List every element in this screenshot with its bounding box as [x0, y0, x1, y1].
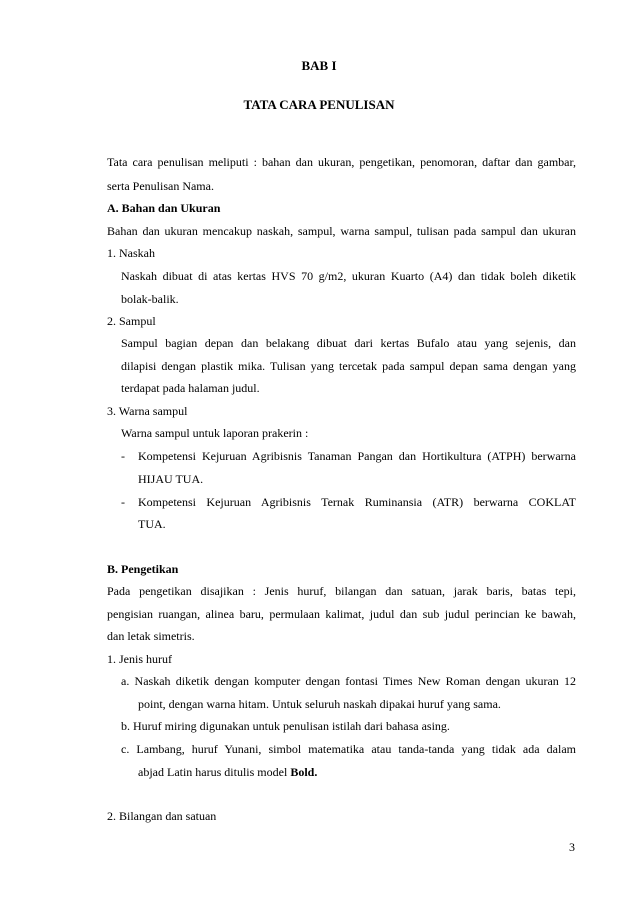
sampul-line-1: Sampul bagian depan dan belakang dibuat dari kertas Bufalo atau yang sejenis, dan: [121, 336, 576, 350]
warna-intro: Warna sampul untuk laporan prakerin :: [121, 426, 309, 440]
jenis-huruf-label: 1. Jenis huruf: [107, 652, 172, 666]
naskah-line-1: Naskah dibuat di atas kertas HVS 70 g/m2, ukuran Kuarto (A4) dan tidak boleh diketik: [121, 269, 576, 283]
intro-line-1: Tata cara penulisan meliputi : bahan dan ukuran, pengetikan, penomoran, daftar dan gambar,: [107, 155, 576, 169]
section-a-intro: Bahan dan ukuran mencakup naskah, sampul, warna sampul, tulisan pada sampul dan ukuran: [107, 224, 576, 238]
section-b-line-1: Pada pengetikan disajikan : Jenis huruf, bilangan dan satuan, jarak baris, batas tepi,: [107, 584, 576, 598]
warna-item-1-line-2: HIJAU TUA.: [138, 472, 204, 486]
jenis-c-bold-text: Bold.: [290, 765, 318, 779]
bullet-1: -: [121, 449, 125, 463]
bullet-2: -: [121, 495, 125, 509]
page-number: 3: [569, 840, 575, 854]
naskah-label: 1. Naskah: [107, 246, 155, 260]
warna-label: 3. Warna sampul: [107, 404, 188, 418]
chapter-label: BAB I: [301, 58, 337, 73]
chapter-title: TATA CARA PENULISAN: [243, 97, 395, 112]
bilangan-label: 2. Bilangan dan satuan: [107, 809, 217, 823]
sampul-label: 2. Sampul: [107, 314, 156, 328]
naskah-line-2: bolak-balik.: [121, 292, 179, 306]
warna-item-2-line-2: TUA.: [138, 517, 166, 531]
jenis-a-line-1: a. Naskah diketik dengan komputer dengan fontasi Times New Roman dengan ukuran 12: [121, 674, 576, 688]
jenis-c-line-1: c. Lambang, huruf Yunani, simbol matematika atau tanda-tanda yang tidak ada dalam: [121, 742, 576, 756]
intro-line-2: serta Penulisan Nama.: [107, 179, 214, 193]
section-a-title: A. Bahan dan Ukuran: [107, 201, 221, 215]
jenis-a-line-2: point, dengan warna hitam. Untuk seluruh naskah dipakai huruf yang sama.: [138, 697, 501, 711]
section-b-line-3: dan letak simetris.: [107, 629, 195, 643]
jenis-c-line-2: [138, 764, 317, 780]
sampul-line-2: dilapisi dengan plastik mika. Tulisan yang tercetak pada sampul depan sama dengan yang: [121, 359, 576, 373]
jenis-b-line: b. Huruf miring digunakan untuk penulisan istilah dari bahasa asing.: [121, 719, 450, 733]
sampul-line-3: terdapat pada halaman judul.: [121, 381, 260, 395]
section-b-line-2: pengisian ruangan, alinea baru, permulaan kalimat, judul dan sub judul perincian ke bawah,: [107, 607, 576, 621]
warna-item-2-line-1: Kompetensi Kejuruan Agribisnis Ternak Ruminansia (ATR) berwarna COKLAT: [138, 495, 576, 509]
jenis-c-line-2-text: abjad Latin harus ditulis model: [138, 765, 291, 779]
section-b-title: B. Pengetikan: [107, 562, 179, 576]
warna-item-1-line-1: Kompetensi Kejuruan Agribisnis Tanaman Pangan dan Hortikultura (ATPH) berwarna: [138, 449, 576, 463]
